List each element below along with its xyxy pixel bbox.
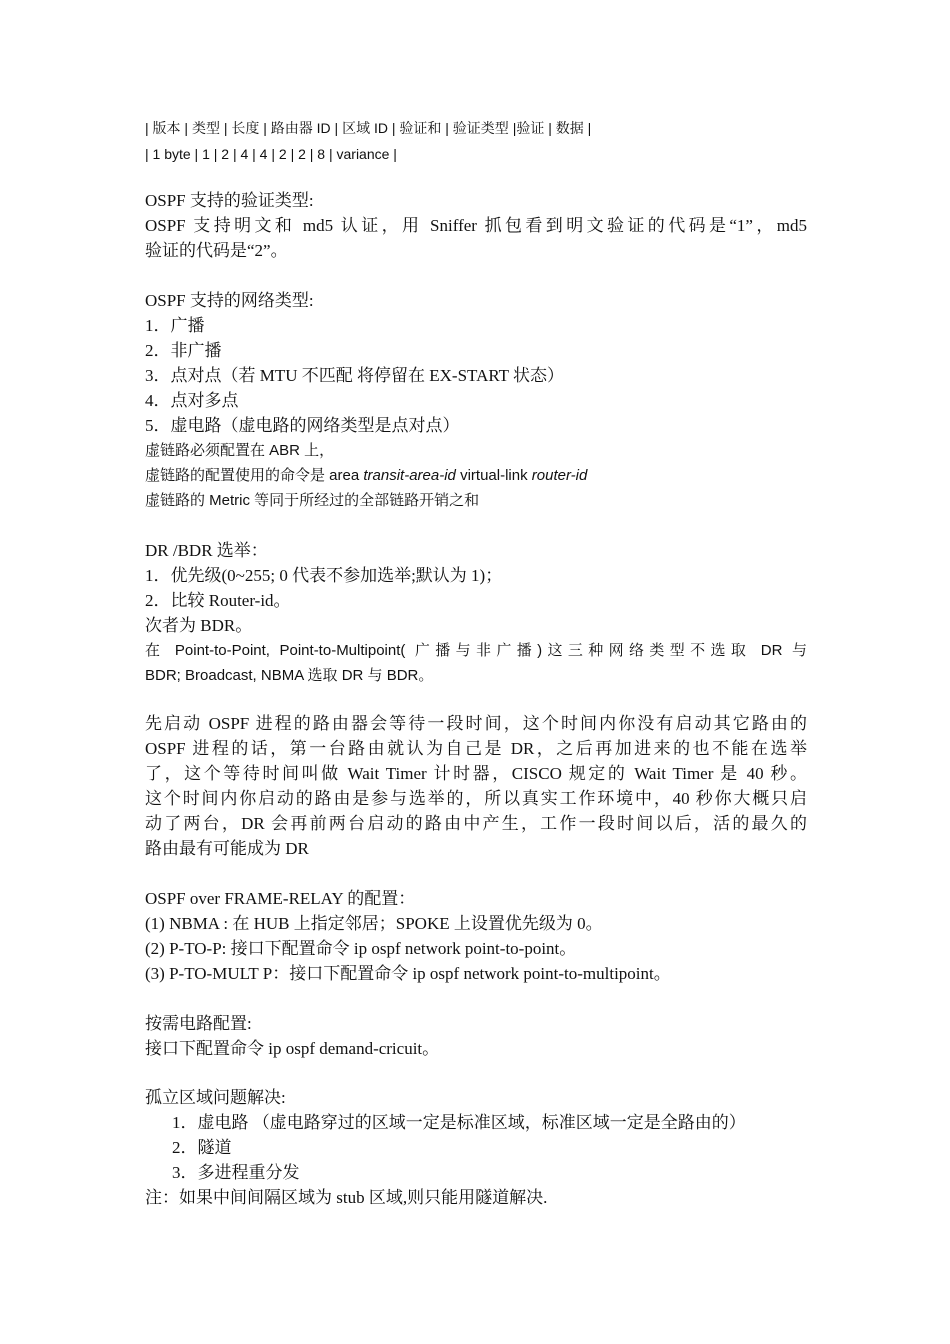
virtual-link-transit-area-param: transit-area-id — [363, 467, 456, 484]
wait-timer-line-3: 了，这个等待时间叫做 Wait Timer 计时器，CISCO 规定的 Wait Timer 是 40 秒。 — [145, 764, 807, 783]
dr-line-3: 次者为 BDR。 — [145, 616, 253, 635]
wait-timer-line-6: 路由最有可能成为 DR — [145, 839, 309, 858]
virtual-link-command-prefix: 虚链路的配置使用的命令是 area — [145, 467, 364, 484]
net-type-item-1: 1．广播 — [145, 316, 205, 335]
frame-relay-heading: OSPF over FRAME-RELAY 的配置： — [145, 889, 416, 908]
isolated-area-note: 注：如果中间间隔区域为 stub 区域,则只能用隧道解决. — [145, 1188, 548, 1207]
packet-header-row-fields: | 版本 | 类型 | 长度 | 路由器 ID | 区域 ID | 验证和 | 验证类型 |验证 | 数据 | — [145, 120, 592, 136]
isolated-area-item-2: 2．隧道 — [172, 1138, 232, 1157]
virtual-link-note-3: 虚链路的 Metric 等同于所经过的全部链路开销之和 — [145, 492, 480, 509]
frame-relay-item-2: (2) P-TO-P: 接口下配置命令 ip ospf network point-to-point。 — [145, 939, 577, 958]
dr-line-5: BDR; Broadcast, NBMA 选取 DR 与 BDR。 — [145, 667, 434, 684]
auth-paragraph-line-2: 验证的代码是“2”。 — [145, 241, 288, 260]
virtual-link-command-mid: virtual-link — [455, 467, 532, 484]
demand-circuit-line-1: 接口下配置命令 ip ospf demand-cricuit。 — [145, 1039, 440, 1058]
frame-relay-item-1: (1) NBMA : 在 HUB 上指定邻居；SPOKE 上设置优先级为 0。 — [145, 914, 603, 933]
virtual-link-command-line — [145, 464, 587, 488]
dr-line-4: 在 Point-to-Point, Point-to-Multipoint( 广播与非广播)这三种网络类型不选取 DR 与 — [145, 642, 807, 659]
auth-paragraph-line-1: OSPF 支持明文和 md5 认证，用 Sniffer 抓包看到明文验证的代码是“1”，md5 — [145, 216, 807, 235]
wait-timer-line-2: OSPF 进程的话，第一台路由就认为自己是 DR，之后再加进来的也不能在选举 — [145, 739, 807, 758]
demand-circuit-heading: 按需电路配置: — [145, 1014, 252, 1033]
frame-relay-item-3: (3) P-TO-MULT P：接口下配置命令 ip ospf network point-to-multipoint。 — [145, 964, 671, 983]
wait-timer-line-1: 先启动 OSPF 进程的路由器会等待一段时间，这个时间内你没有启动其它路由的 — [145, 714, 807, 733]
wait-timer-line-4: 这个时间内你启动的路由是参与选举的，所以真实工作环境中，40 秒你大概只启 — [145, 789, 807, 808]
auth-heading: OSPF 支持的验证类型: — [145, 191, 314, 210]
virtual-link-router-id-param: router-id — [531, 467, 588, 484]
net-type-item-2: 2．非广播 — [145, 341, 222, 360]
net-type-item-5: 5．虚电路（虚电路的网络类型是点对点） — [145, 416, 460, 435]
dr-heading: DR /BDR 选举： — [145, 541, 268, 560]
isolated-area-item-1: 1．虚电路 （虚电路穿过的区域一定是标准区域，标准区域一定是全路由的） — [172, 1113, 746, 1132]
isolated-area-item-3: 3．多进程重分发 — [172, 1163, 300, 1182]
packet-header-row-sizes: | 1 byte | 1 | 2 | 4 | 4 | 2 | 2 | 8 | variance | — [145, 146, 397, 162]
net-types-heading: OSPF 支持的网络类型: — [145, 291, 314, 310]
virtual-link-note-1: 虚链路必须配置在 ABR 上， — [145, 442, 335, 459]
net-type-item-3: 3．点对点（若 MTU 不匹配 将停留在 EX-START 状态） — [145, 366, 564, 385]
wait-timer-line-5: 动了两台，DR 会再前两台启动的路由中产生，工作一段时间以后，活的最久的 — [145, 814, 807, 833]
dr-item-2: 2．比较 Router-id。 — [145, 591, 291, 610]
isolated-area-heading: 孤立区域问题解决: — [145, 1088, 286, 1107]
dr-item-1: 1．优先级(0~255; 0 代表不参加选举;默认为 1)； — [145, 566, 503, 585]
net-type-item-4: 4．点对多点 — [145, 391, 239, 410]
